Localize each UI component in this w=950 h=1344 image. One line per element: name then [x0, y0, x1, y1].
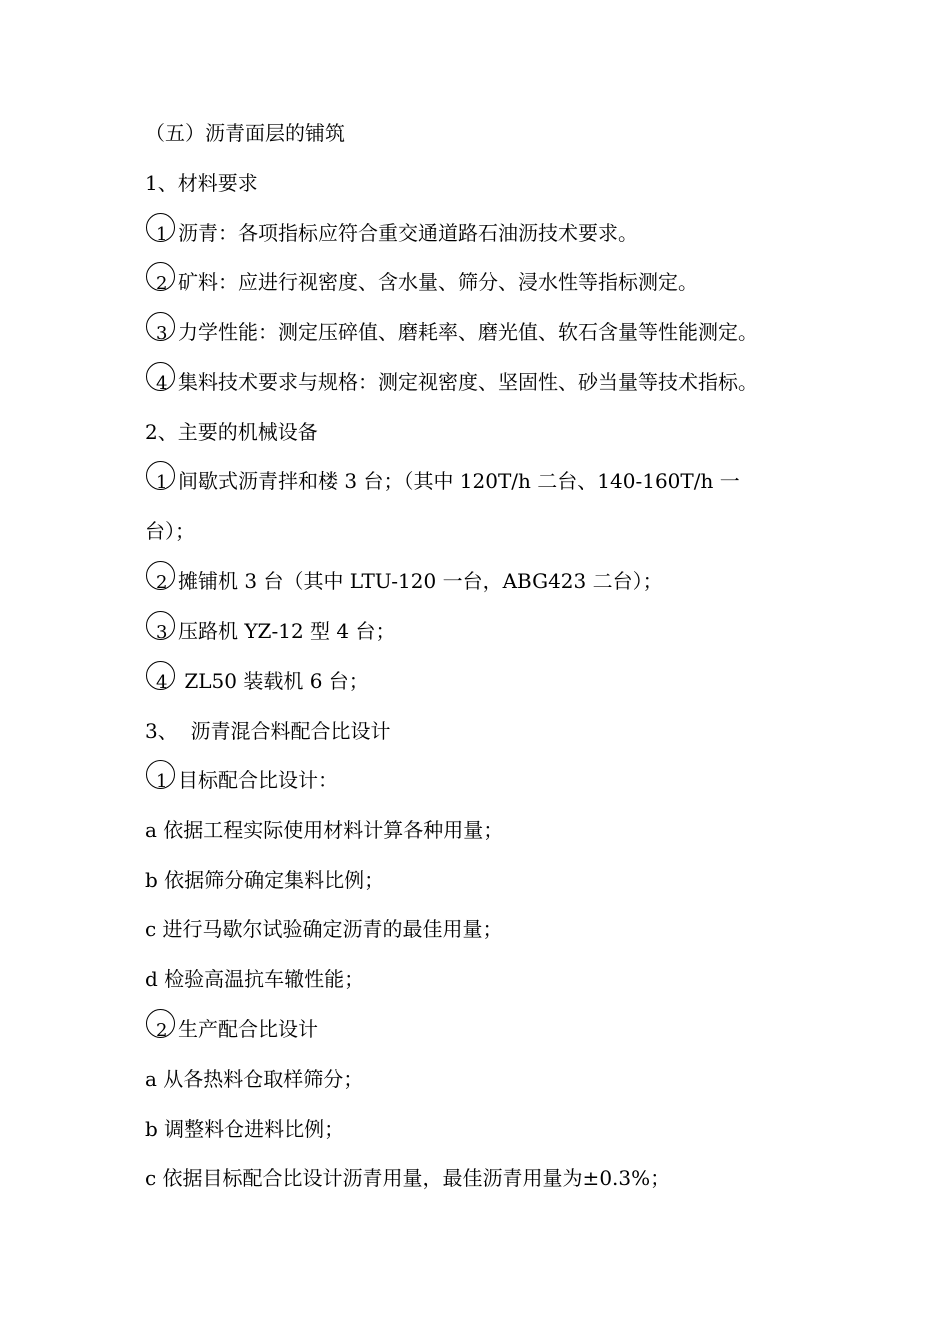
sub-item-target-a: a 依据工程实际使用材料计算各种用量； — [145, 818, 504, 842]
list-item-text: 力学性能：测定压碎值、磨耗率、磨光值、软石含量等性能测定。 — [178, 320, 758, 344]
sub-item-production-c: c 依据目标配合比设计沥青用量，最佳沥青用量为±0.3%； — [145, 1166, 671, 1190]
list-item-text: 目标配合比设计： — [178, 768, 338, 792]
list-item-text: 间歇式沥青拌和楼 3 台；（其中 120T/h 二台、140-160T/h 一 — [178, 469, 740, 493]
circled-number-marker: 3 — [145, 617, 178, 645]
circled-number-marker: 4 — [145, 667, 178, 695]
list-item-production-design — [145, 1015, 318, 1043]
list-item-material-3 — [145, 318, 758, 346]
list-item-text: ZL50 装载机 6 台； — [178, 669, 369, 693]
section-title-materials: 1、材料要求 — [145, 171, 258, 195]
list-item-text: 矿料：应进行视密度、含水量、筛分、浸水性等指标测定。 — [178, 270, 698, 294]
list-item-text: 沥青：各项指标应符合重交通道路石油沥技术要求。 — [178, 221, 638, 245]
list-item-equipment-1 — [145, 467, 740, 495]
sub-item-production-b: b 调整料仓进料比例； — [145, 1117, 345, 1141]
list-item-material-2 — [145, 268, 698, 296]
list-item-equipment-3 — [145, 617, 395, 645]
list-item-text: 集料技术要求与规格：测定视密度、坚固性、砂当量等技术指标。 — [178, 370, 758, 394]
list-item-target-design — [145, 766, 338, 794]
section-title-mix-design: 3、 沥青混合料配合比设计 — [145, 719, 391, 743]
list-item-equipment-2 — [145, 567, 663, 595]
circled-number-marker: 4 — [145, 368, 178, 396]
section-title-equipment: 2、主要的机械设备 — [145, 420, 318, 444]
circled-number-marker: 1 — [145, 219, 178, 247]
section-heading: （五）沥青面层的铺筑 — [145, 121, 345, 145]
list-item-text: 生产配合比设计 — [178, 1017, 318, 1041]
list-item-material-1 — [145, 219, 638, 247]
list-item-equipment-1-continued: 台）； — [145, 519, 195, 543]
list-item-text: 压路机 YZ-12 型 4 台； — [178, 619, 396, 643]
list-item-text: 摊铺机 3 台（其中 LTU-120 一台，ABG423 二台）； — [178, 569, 663, 593]
circled-number-marker: 2 — [145, 567, 178, 595]
sub-item-target-d: d 检验高温抗车辙性能； — [145, 967, 365, 991]
list-item-material-4 — [145, 368, 758, 396]
circled-number-marker: 2 — [145, 268, 178, 296]
circled-number-marker: 1 — [145, 766, 178, 794]
sub-item-target-b: b 依据筛分确定集料比例； — [145, 868, 385, 892]
circled-number-marker: 1 — [145, 467, 178, 495]
list-item-equipment-4 — [145, 667, 369, 695]
sub-item-production-a: a 从各热料仓取样筛分； — [145, 1067, 364, 1091]
circled-number-marker: 2 — [145, 1015, 178, 1043]
sub-item-target-c: c 进行马歇尔试验确定沥青的最佳用量； — [145, 917, 503, 941]
circled-number-marker: 3 — [145, 318, 178, 346]
